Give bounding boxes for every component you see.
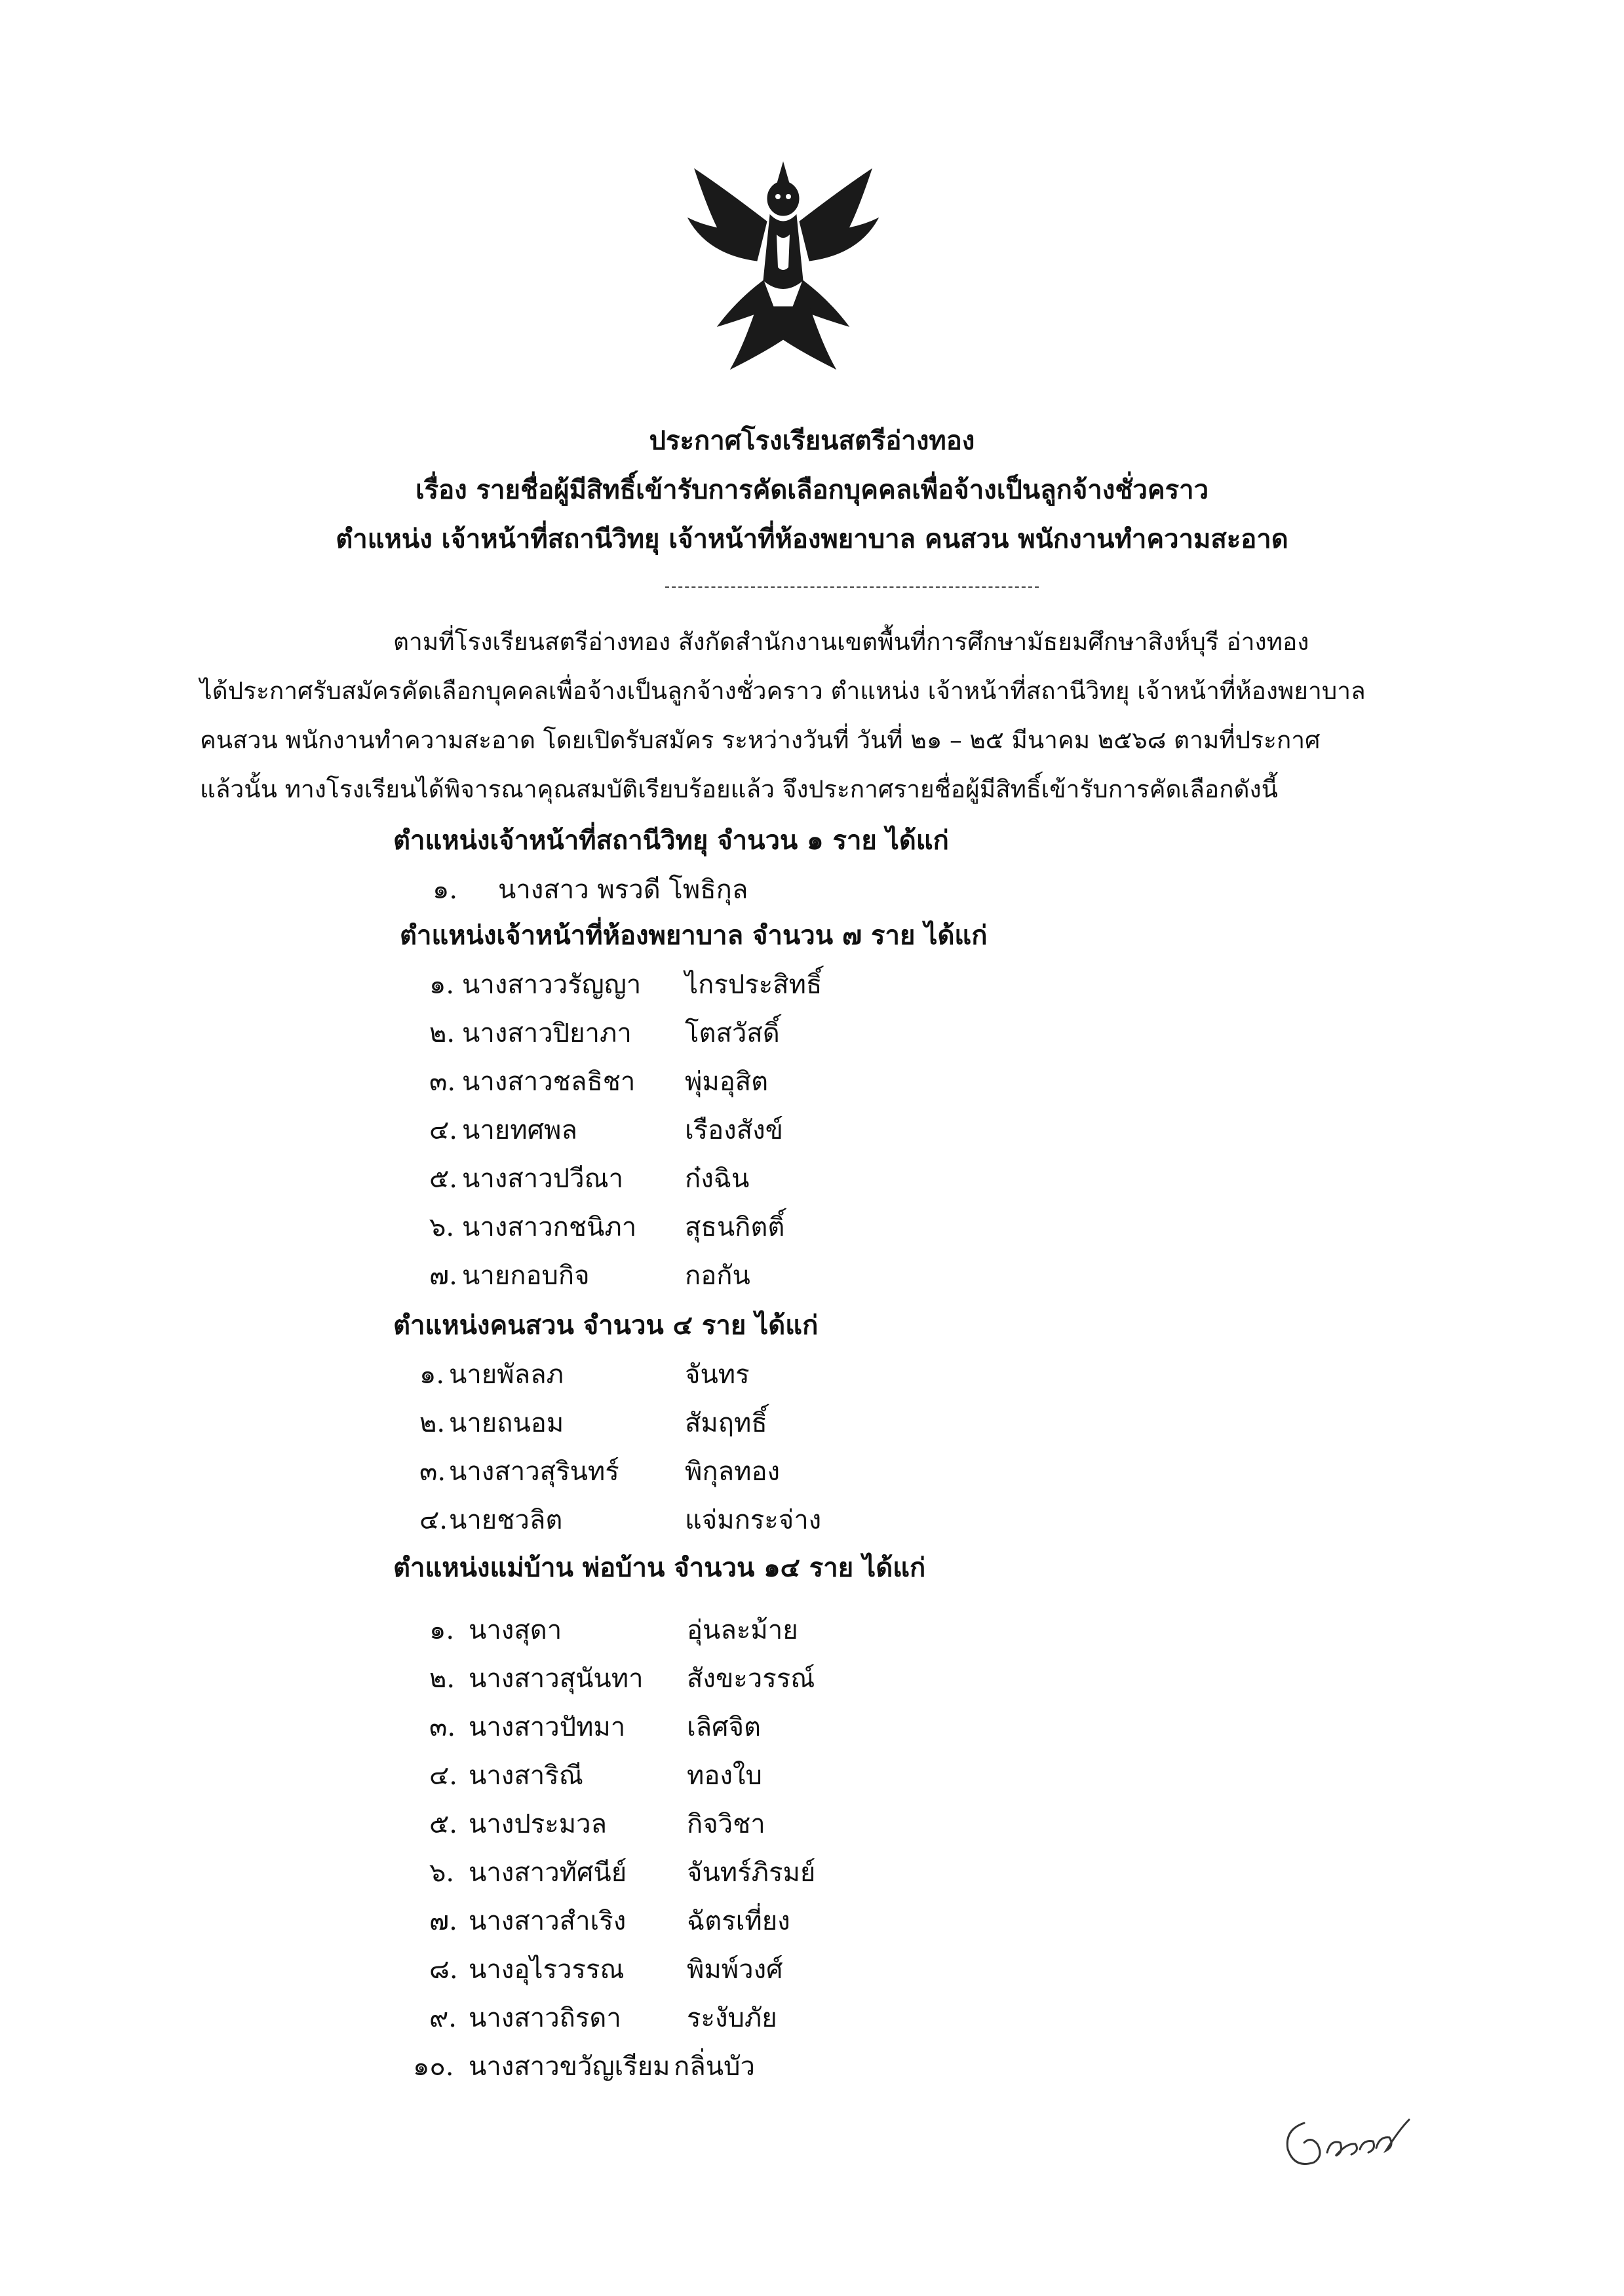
item-number: ๘. [429, 1955, 458, 1985]
item-number: ๓. [419, 1457, 446, 1487]
item-last-name: จันทร [685, 1360, 750, 1390]
item-first-name: นางสาริณี [469, 1761, 583, 1791]
item-number: ๔. [429, 1761, 457, 1791]
announcement-org: ประกาศโรงเรียนสตรีอ่างทอง [649, 425, 975, 456]
item-last-name: ระงับภัย [687, 2003, 777, 2033]
item-first-name: นางสาวสุรินทร์ [449, 1457, 619, 1487]
item-first-name: นางสาวขวัญเรียม [469, 2052, 670, 2082]
item-last-name: เลิศจิต [687, 1712, 761, 1742]
list-item [413, 1657, 1003, 1696]
item-number: ๒. [429, 1018, 455, 1048]
item-first-name: นางสาววรัญญา [462, 970, 642, 1000]
garuda-emblem-icon [678, 149, 888, 385]
list-item [413, 1948, 1003, 1987]
item-last-name: โตสวัสดิ์ [685, 1018, 780, 1048]
item-number: ๓. [429, 1067, 456, 1097]
list-item [429, 1157, 1019, 1196]
item-name: นางสาว พรวดี โพธิกุล [498, 875, 748, 905]
item-first-name: นางสุดา [469, 1615, 562, 1645]
item-number: ๓. [429, 1712, 456, 1742]
item-last-name: สัมฤทธิ์ [685, 1408, 767, 1438]
list-item [413, 1900, 1003, 1939]
list-item [413, 1609, 1003, 1648]
item-first-name: นางสาวปิยาภา [462, 1018, 632, 1048]
header-divider [665, 586, 1039, 588]
list-item [413, 2045, 1003, 2084]
list-item [429, 1206, 1019, 1245]
item-last-name: พิมพ์วงศ์ [687, 1955, 783, 1985]
section-heading-gardener: ตำแหน่งคนสวน จำนวน ๔ ราย ได้แก่ [393, 1310, 819, 1341]
section-heading-radio: ตำแหน่งเจ้าหน้าที่สถานีวิทยุ จำนวน ๑ ราย ได้แก่ [393, 825, 949, 856]
item-last-name: จันทร์ภิรมย์ [687, 1858, 816, 1888]
body-line-4: แล้วนั้น ทางโรงเรียนได้พิจารณาคุณสมบัติเรียบร้อยแล้ว จึงประกาศรายชื่อผู้มีสิทธิ์เข้ารับการคัดเลือกดังนี้ [200, 775, 1278, 803]
item-last-name: กอกัน [685, 1261, 750, 1291]
item-last-name: เรืองสังข์ [685, 1115, 783, 1145]
item-number: ๕. [429, 1164, 457, 1194]
item-first-name: นางสาวปัทมา [469, 1712, 626, 1742]
item-first-name: นางประมวล [469, 1809, 608, 1839]
item-last-name: สังขะวรรณ์ [687, 1664, 815, 1694]
nurse-list [429, 963, 1019, 1304]
list-item [413, 1754, 1003, 1793]
list-item [413, 1803, 1003, 1842]
body-line-2: ได้ประกาศรับสมัครคัดเลือกบุคคลเพื่อจ้างเป็นลูกจ้างชั่วคราว ตำแหน่ง เจ้าหน้าที่สถานีวิทยุ เจ้าหน้าที่ห้องพยาบาล [200, 677, 1366, 705]
section-heading-housekeeper: ตำแหน่งแม่บ้าน พ่อบ้าน จำนวน ๑๔ ราย ได้แก่ [393, 1552, 926, 1583]
list-item [429, 1060, 1019, 1100]
item-last-name: สุธนกิตติ์ [685, 1212, 785, 1242]
item-last-name: ก๋งฉิน [685, 1164, 750, 1194]
item-number: ๗. [429, 1261, 457, 1291]
item-first-name: นายพัลลภ [449, 1360, 564, 1390]
item-first-name: นายถนอม [449, 1408, 564, 1438]
item-last-name: ฉัตรเที่ยง [687, 1906, 790, 1936]
announcement-subject: เรื่อง รายชื่อผู้มีสิทธิ์เข้ารับการคัดเลือกบุคคลเพื่อจ้างเป็นลูกจ้างชั่วคราว [415, 474, 1209, 505]
item-number: ๖. [429, 1212, 455, 1242]
item-first-name: นายกอบกิจ [462, 1261, 590, 1291]
list-item [419, 1402, 1009, 1441]
item-number: ๗. [429, 1906, 457, 1936]
item-first-name: นางสาวสำเริง [469, 1906, 627, 1936]
item-number: ๑. [433, 875, 458, 905]
list-item [429, 1109, 1019, 1148]
list-item [419, 1353, 1009, 1392]
item-number: ๒. [419, 1408, 446, 1438]
list-item [429, 963, 1019, 1003]
list-item [429, 1012, 1019, 1051]
item-first-name: นางสาวทัศนีย์ [469, 1858, 627, 1888]
item-number: ๑. [429, 1615, 455, 1645]
item-last-name: พุ่มอุสิต [685, 1067, 769, 1097]
gardener-list [419, 1353, 1009, 1550]
item-last-name: กลิ่นบัว [674, 2052, 755, 2082]
item-number: ๔. [429, 1115, 457, 1145]
list-item [413, 1997, 1003, 2036]
announcement-positions: ตำแหน่ง เจ้าหน้าที่สถานีวิทยุ เจ้าหน้าที่ห้องพยาบาล คนสวน พนักงานทำความสะอาด [336, 524, 1288, 554]
list-item [433, 868, 1022, 908]
item-number: ๑. [419, 1360, 445, 1390]
item-number: ๔. [419, 1505, 448, 1535]
item-first-name: นางสาวกชนิภา [462, 1212, 637, 1242]
item-last-name: แจ่มกระจ่าง [685, 1505, 822, 1535]
item-number: ๖. [429, 1858, 455, 1888]
section-heading-nurse: ตำแหน่งเจ้าหน้าที่ห้องพยาบาล จำนวน ๗ ราย ได้แก่ [400, 920, 988, 951]
item-last-name: พิกุลทอง [685, 1457, 781, 1487]
list-item [413, 1851, 1003, 1890]
item-first-name: นางสาวสุนันทา [469, 1664, 644, 1694]
item-last-name: กิจวิชา [687, 1809, 765, 1839]
handwritten-signature-icon [1278, 2103, 1429, 2175]
list-item [419, 1499, 1009, 1538]
item-number: ๑๐. [413, 2052, 454, 2082]
list-item [429, 1254, 1019, 1293]
body-line-1: ตามที่โรงเรียนสตรีอ่างทอง สังกัดสำนักงานเขตพื้นที่การศึกษามัธยมศึกษาสิงห์บุรี อ่างทอง [393, 628, 1309, 656]
item-last-name: ทองใบ [687, 1761, 762, 1791]
item-first-name: นายทศพล [462, 1115, 577, 1145]
item-number: ๙. [429, 2003, 457, 2033]
item-last-name: ไกรประสิทธิ์ [685, 970, 822, 1000]
body-line-3: คนสวน พนักงานทำความสะอาด โดยเปิดรับสมัคร ระหว่างวันที่ วันที่ ๒๑ – ๒๕ มีนาคม ๒๕๖๘ ตามที่ประกาศ [200, 726, 1321, 754]
item-first-name: นางสาวถิรดา [469, 2003, 621, 2033]
housekeeper-list [413, 1609, 1003, 2120]
item-first-name: นางอุไรวรรณ [469, 1955, 625, 1985]
item-first-name: นางสาวชลธิชา [462, 1067, 636, 1097]
item-number: ๕. [429, 1809, 457, 1839]
list-item [419, 1450, 1009, 1489]
item-number: ๒. [429, 1664, 455, 1694]
item-number: ๑. [429, 970, 455, 1000]
item-first-name: นายชวลิต [449, 1505, 563, 1535]
item-last-name: อุ่นละม้าย [687, 1615, 798, 1645]
list-item [413, 1706, 1003, 1745]
item-first-name: นางสาวปวีณา [462, 1164, 624, 1194]
